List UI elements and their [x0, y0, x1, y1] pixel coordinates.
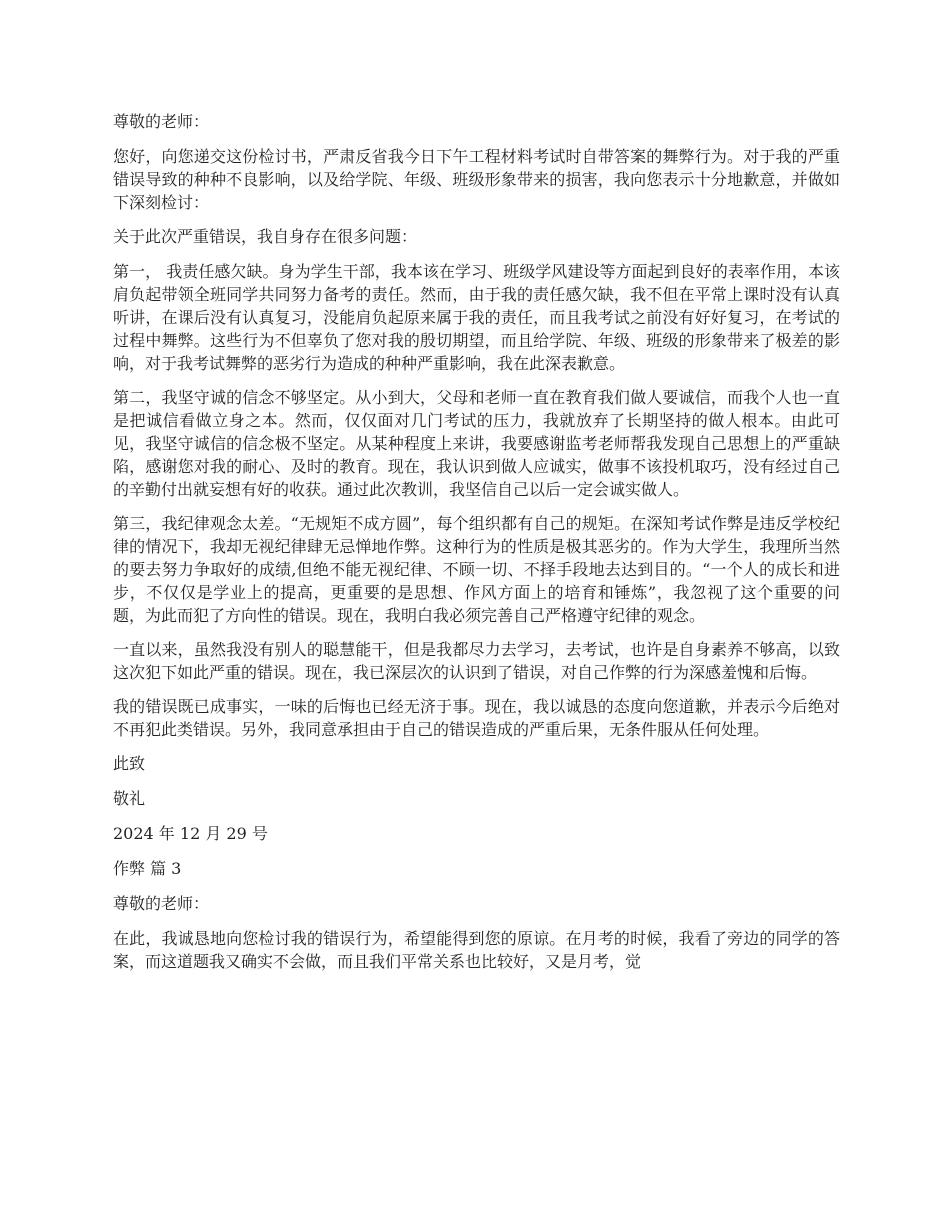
reflection-paragraph: 一直以来，虽然我没有别人的聪慧能干，但是我都尽力去学习，去考试，也许是自身素养不够高，以致这次犯下如此严重的错误。现在，我已深层次的认识到了错误，对自己作弊的行为深感羞愧和后悔。 [113, 640, 840, 682]
point-three-paragraph: 第三，我纪律观念太差。“无规矩不成方圆”，每个组织都有自己的规矩。在深知考试作弊是违反学校纪律的情况下，我却无视纪律肆无忌惮地作弊。这种行为的性质是极其恶劣的。作为大学生，我理所当然的要去努力争取好的成绩,但绝不能无视纪律、不顾一切、不择手段地去达到目的。“一个人的成长和进步，不仅仅是学业上的提高，更重要的是思想、作风方面上的培育和锤炼”，我忽视了这个重要的问题，为此而犯了方向性的错误。现在，我明白我必须完善自己严格遵守纪律的观念。 [113, 514, 840, 625]
opening-paragraph-2: 在此，我诚恳地向您检讨我的错误行为，希望能得到您的原谅。在月考的时候，我看了旁边的同学的答案，而这道题我又确实不会做，而且我们平常关系也比较好，又是月考，觉 [113, 929, 840, 971]
point-two-paragraph: 第二，我坚守诚的信念不够坚定。从小到大，父母和老师一直在教育我们做人要诚信，而我个人也一直是把诚信看做立身之本。然而，仅仅面对几门考试的压力，我就放弃了长期坚持的做人根本。由此可见，我坚守诚信的信念极不坚定。从某种程度上来讲，我要感谢监考老师帮我发现自己思想上的严重缺陷，感谢您对我的耐心、及时的教育。现在，我认识到做人应诚实，做事不该投机取巧，没有经过自己的辛勤付出就妄想有好的收获。通过此次教训，我坚信自己以后一定会诚实做人。 [113, 388, 840, 499]
intro-paragraph: 您好，向您递交这份检讨书，严肃反省我今日下午工程材料考试时自带答案的舞弊行为。对于我的严重错误导致的种种不良影响，以及给学院、年级、班级形象带来的损害，我向您表示十分地歉意，并做如下深刻检讨： [113, 147, 840, 212]
closing-line-1: 此致 [113, 754, 146, 773]
problems-lead: 关于此次严重错误，我自身存在很多问题： [113, 227, 418, 246]
salutation-2: 尊敬的老师： [113, 894, 210, 913]
salutation: 尊敬的老师： [113, 112, 210, 131]
closing-line-2: 敬礼 [113, 789, 146, 808]
point-one-paragraph: 第一， 我责任感欠缺。身为学生干部，我本该在学习、班级学风建设等方面起到良好的表率作用，本该肩负起带领全班同学共同努力备考的责任。然而，由于我的责任感欠缺，我不但在平常上课时没有认真听讲，在课后没有认真复习，没能肩负起原来属于我的责任，而且我考试之前没有好好复习，在考试的过程中舞弊。这些行为不但辜负了您对我的殷切期望，而且给学院、年级、班级的形象带来了极差的影响，对于我考试舞弊的恶劣行为造成的种种严重影响，我在此深表歉意。 [113, 262, 840, 373]
document-page [113, 110, 840, 984]
apology-paragraph: 我的错误既已成事实，一味的后悔也已经无济于事。现在，我以诚恳的态度向您道歉，并表示今后绝对不再犯此类错误。另外，我同意承担由于自己的错误造成的严重后果，无条件服从任何处理。 [113, 697, 840, 739]
date-line: 2024 年 12 月 29 号 [113, 824, 268, 843]
section-heading: 作弊 篇 3 [113, 859, 182, 878]
